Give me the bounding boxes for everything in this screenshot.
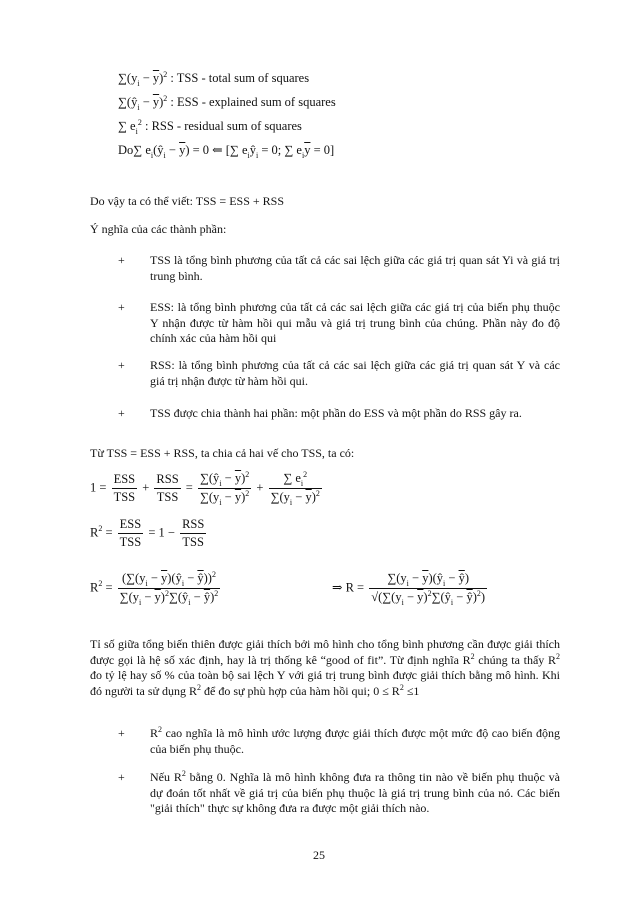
bullet-ess: ESS: là tổng bình phương của tất cả các sai lệch giữa các giá trị của biến phụ thuộc Y nhận được từ hàm hồi qui mẫu và giá trị trung bình của chúng. Phần này đo độ chính xác của hàm hồi qui bbox=[150, 300, 560, 345]
bullet-r2-zero: Nếu $R^2$ bằng 0. Nghĩa là mô hình không đưa ra thông tin nào về biến phụ thuộc và dự đoán tốt nhất về giá trị của biến phụ thuộc là giá trị trung bình của nó. Các biến "giải thích" thực sự không đưa ra được một giải thích nào. bbox=[150, 769, 561, 815]
text-conclusion: Do vậy ta có thể viết: TSS = ESS + RSS bbox=[90, 194, 284, 208]
bullet-marker: + bbox=[118, 770, 125, 784]
bullet-r2-high: $R^2$ cao nghĩa là mô hình ước lượng được giải thích được một mức độ cao biến động của biến phụ thuộc. bbox=[150, 725, 560, 756]
page-number: 25 bbox=[313, 848, 325, 862]
equation-r2-correlation: $R^2$ = $\frac{(\sum(y_i - \overline{y})(ŷ_i - \overline{ŷ}))^2}{\sum(y_i - \overline{y})^2\sum(ŷ_i - \overline{ŷ})^2}$ bbox=[90, 569, 219, 607]
equation-decomposition: 1 = $\frac{\text{ESS}}{\text{TSS}}$ + $\frac{\text{RSS}}{\text{TSS}}$ = $\frac{\sum(ŷ_i - \overline{y})^2}{\sum(y_i - \overline{y})^2}$ + $\frac{\sum e_i^2}{\sum(y_i - \overline{y})^2}$ bbox=[90, 469, 320, 507]
equation-r-correlation: ⇒ R = $\frac{\sum(y_i - \overline{y})(ŷ_i - \overline{ŷ})}{√(\sum(y_i - \overline{y})^2\sum(ŷ_i - \overline{ŷ})^2)}$ bbox=[332, 571, 486, 607]
math-line-rss: ∑ $e_i^2$ : RSS - residual sum of squares bbox=[118, 117, 302, 136]
paragraph-r2-definition: Tỉ số giữa tổng biến thiên được giải thích bởi mô hình cho tổng bình phương cần được giải thích được gọi là hệ số xác định, hay là trị thống kê “good of fit”. Từ định nghĩa $R^2$ chúng ta thấy $R^2$ đo tỷ lệ hay số % của toàn bộ sai lệch Y với giá trị trung bình được giải thích bằng mô hình. Khi đó người ta sử dụng $R^2$ để đo sự phù hợp của hàm hồi qui; $0 \le R^2 \le 1$ bbox=[90, 637, 561, 698]
text-meaning-heading: Ý nghĩa của các thành phần: bbox=[90, 222, 227, 236]
bullet-marker: + bbox=[118, 358, 125, 372]
bullet-marker: + bbox=[118, 253, 125, 267]
text-divide: Từ TSS = ESS + RSS, ta chia cả hai vế cho TSS, ta có: bbox=[90, 446, 355, 460]
math-line-ess: $\sum(ŷ_i - \overline{y})^2$ : ESS - explained sum of squares bbox=[118, 93, 336, 112]
bullet-tss: TSS là tổng bình phương của tất cả các sai lệch giữa các giá trị quan sát Yi và giá trị trung bình. bbox=[150, 253, 560, 283]
bullet-marker: + bbox=[118, 406, 125, 420]
equation-r2-basic: $R^2$ = $\frac{\text{ESS}}{\text{TSS}}$ = 1 − $\frac{\text{RSS}}{\text{TSS}}$ bbox=[90, 517, 205, 549]
bullet-rss: RSS: là tổng bình phương của tất cả các sai lệch giữa các giá trị quan sát Y và các giá trị nhận được từ hàm hồi qui. bbox=[150, 358, 560, 388]
bullet-split: TSS được chia thành hai phần: một phần do ESS và một phần do RSS gây ra. bbox=[150, 406, 522, 420]
math-line-do: Do∑ $e_i(ŷ_i - \overline{y}) = 0$ ⇐ [∑ $e_iŷ_i = 0$; ∑ $e_i\overline{y} = 0$] bbox=[118, 143, 335, 160]
bullet-marker: + bbox=[118, 300, 125, 314]
math-line-tss: $\sum(y_i - \overline{y})^2$ : TSS - total sum of squares bbox=[118, 69, 310, 88]
bullet-marker: + bbox=[118, 726, 125, 740]
